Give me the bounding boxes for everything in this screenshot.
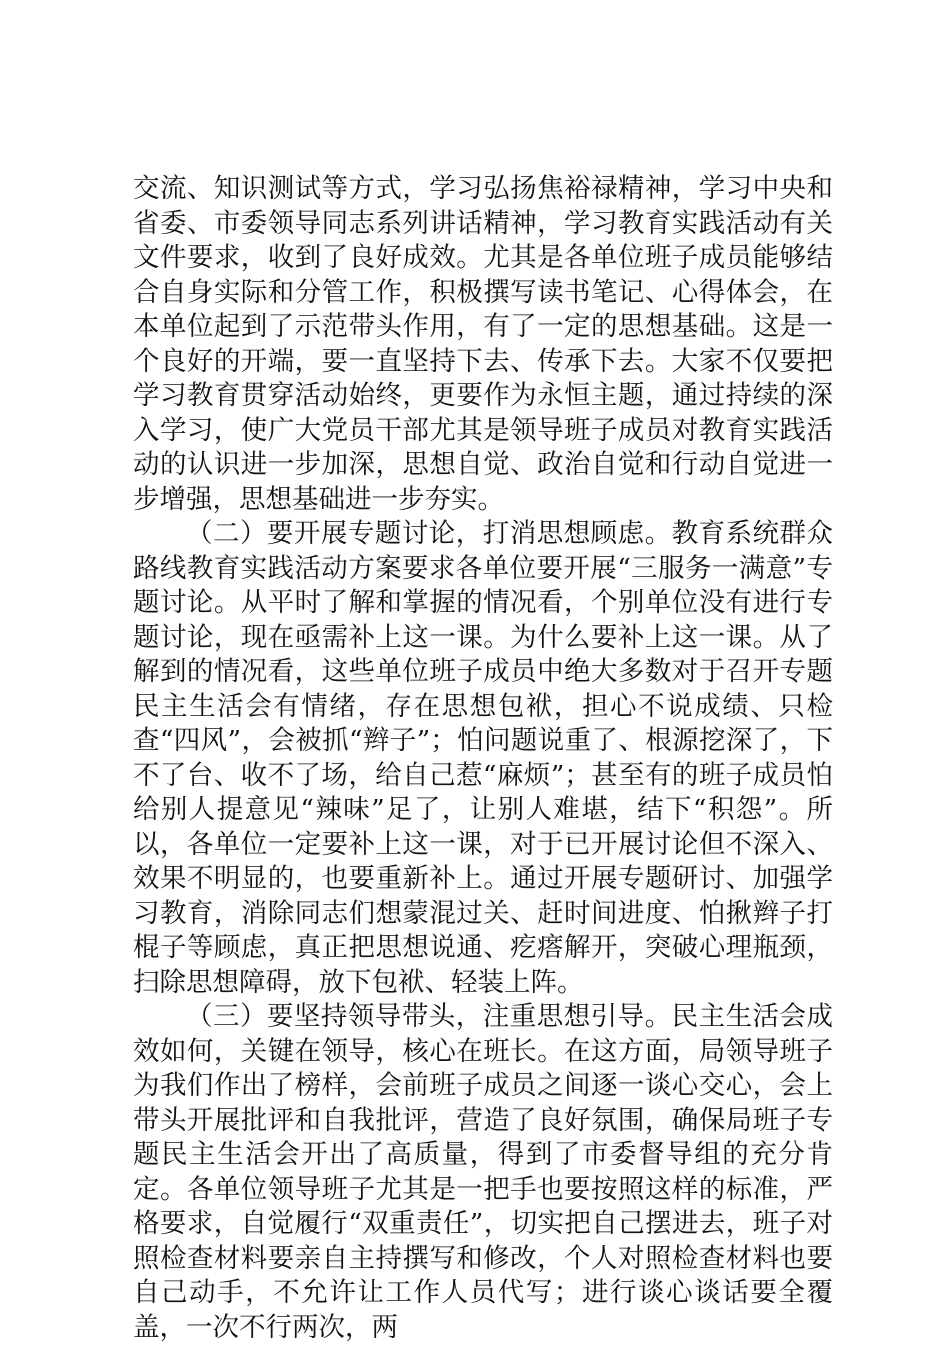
paragraph-continuation: 交流、知识测试等方式，学习弘扬焦裕禄精神，学习中央和省委、市委领导同志系列讲话精神，学习教育实践活动有关文件要求，收到了良好成效。尤其是各单位班子成员能够结合自身实际和分管工作，积极撰写读书笔记、心得体会，在本单位起到了示范带头作用，有了一定的思想基础。这是一个良好的开端，要一直坚持下去、传承下去。大家不仅要把学习教育贯穿活动始终，更要作为永恒主题，通过持续的深入学习，使广大党员干部尤其是领导班子成员对教育实践活动的认识进一步加深，思想自觉、政治自觉和行动自觉进一步增强，思想基础进一步夯实。 xyxy=(133,173,833,515)
paragraph-section-3: （三）要坚持领导带头，注重思想引导。民主生活会成效如何，关键在领导，核心在班长。在这方面，局领导班子为我们作出了榜样，会前班子成员之间逐一谈心交心，会上带头开展批评和自我批评，营造了良好氛围，确保局班子专题民主生活会开出了高质量，得到了市委督导组的充分肯定。各单位领导班子尤其是一把手也要按照这样的标准，严格要求，自觉履行“双重责任”，切实把自己摆进去，班子对照检查材料要亲自主持撰写和修改，个人对照检查材料也要自己动手，不允许让工作人员代写；进行谈心谈话要全覆盖，一次不行两次，两 xyxy=(133,1001,833,1343)
document-body xyxy=(133,172,833,1345)
paragraph-section-2: （二）要开展专题讨论，打消思想顾虑。教育系统群众路线教育实践活动方案要求各单位要开展“三服务一满意”专题讨论。从平时了解和掌握的情况看，个别单位没有进行专题讨论，现在亟需补上这一课。为什么要补上这一课。从了解到的情况看，这些单位班子成员中绝大多数对于召开专题民主生活会有情绪，存在思想包袱，担心不说成绩、只检查“四风”，会被抓“辫子”；怕问题说重了、根源挖深了，下不了台、收不了场，给自己惹“麻烦”；甚至有的班子成员怕给别人提意见“辣味”足了，让别人难堪，结下“积怨”。所以，各单位一定要补上这一课，对于已开展讨论但不深入、效果不明显的，也要重新补上。通过开展专题研讨、加强学习教育，消除同志们想蒙混过关、赶时间进度、怕揪辫子打棍子等顾虑，真正把思想说通、疙瘩解开，突破心理瓶颈，扫除思想障碍，放下包袱、轻装上阵。 xyxy=(133,518,833,998)
